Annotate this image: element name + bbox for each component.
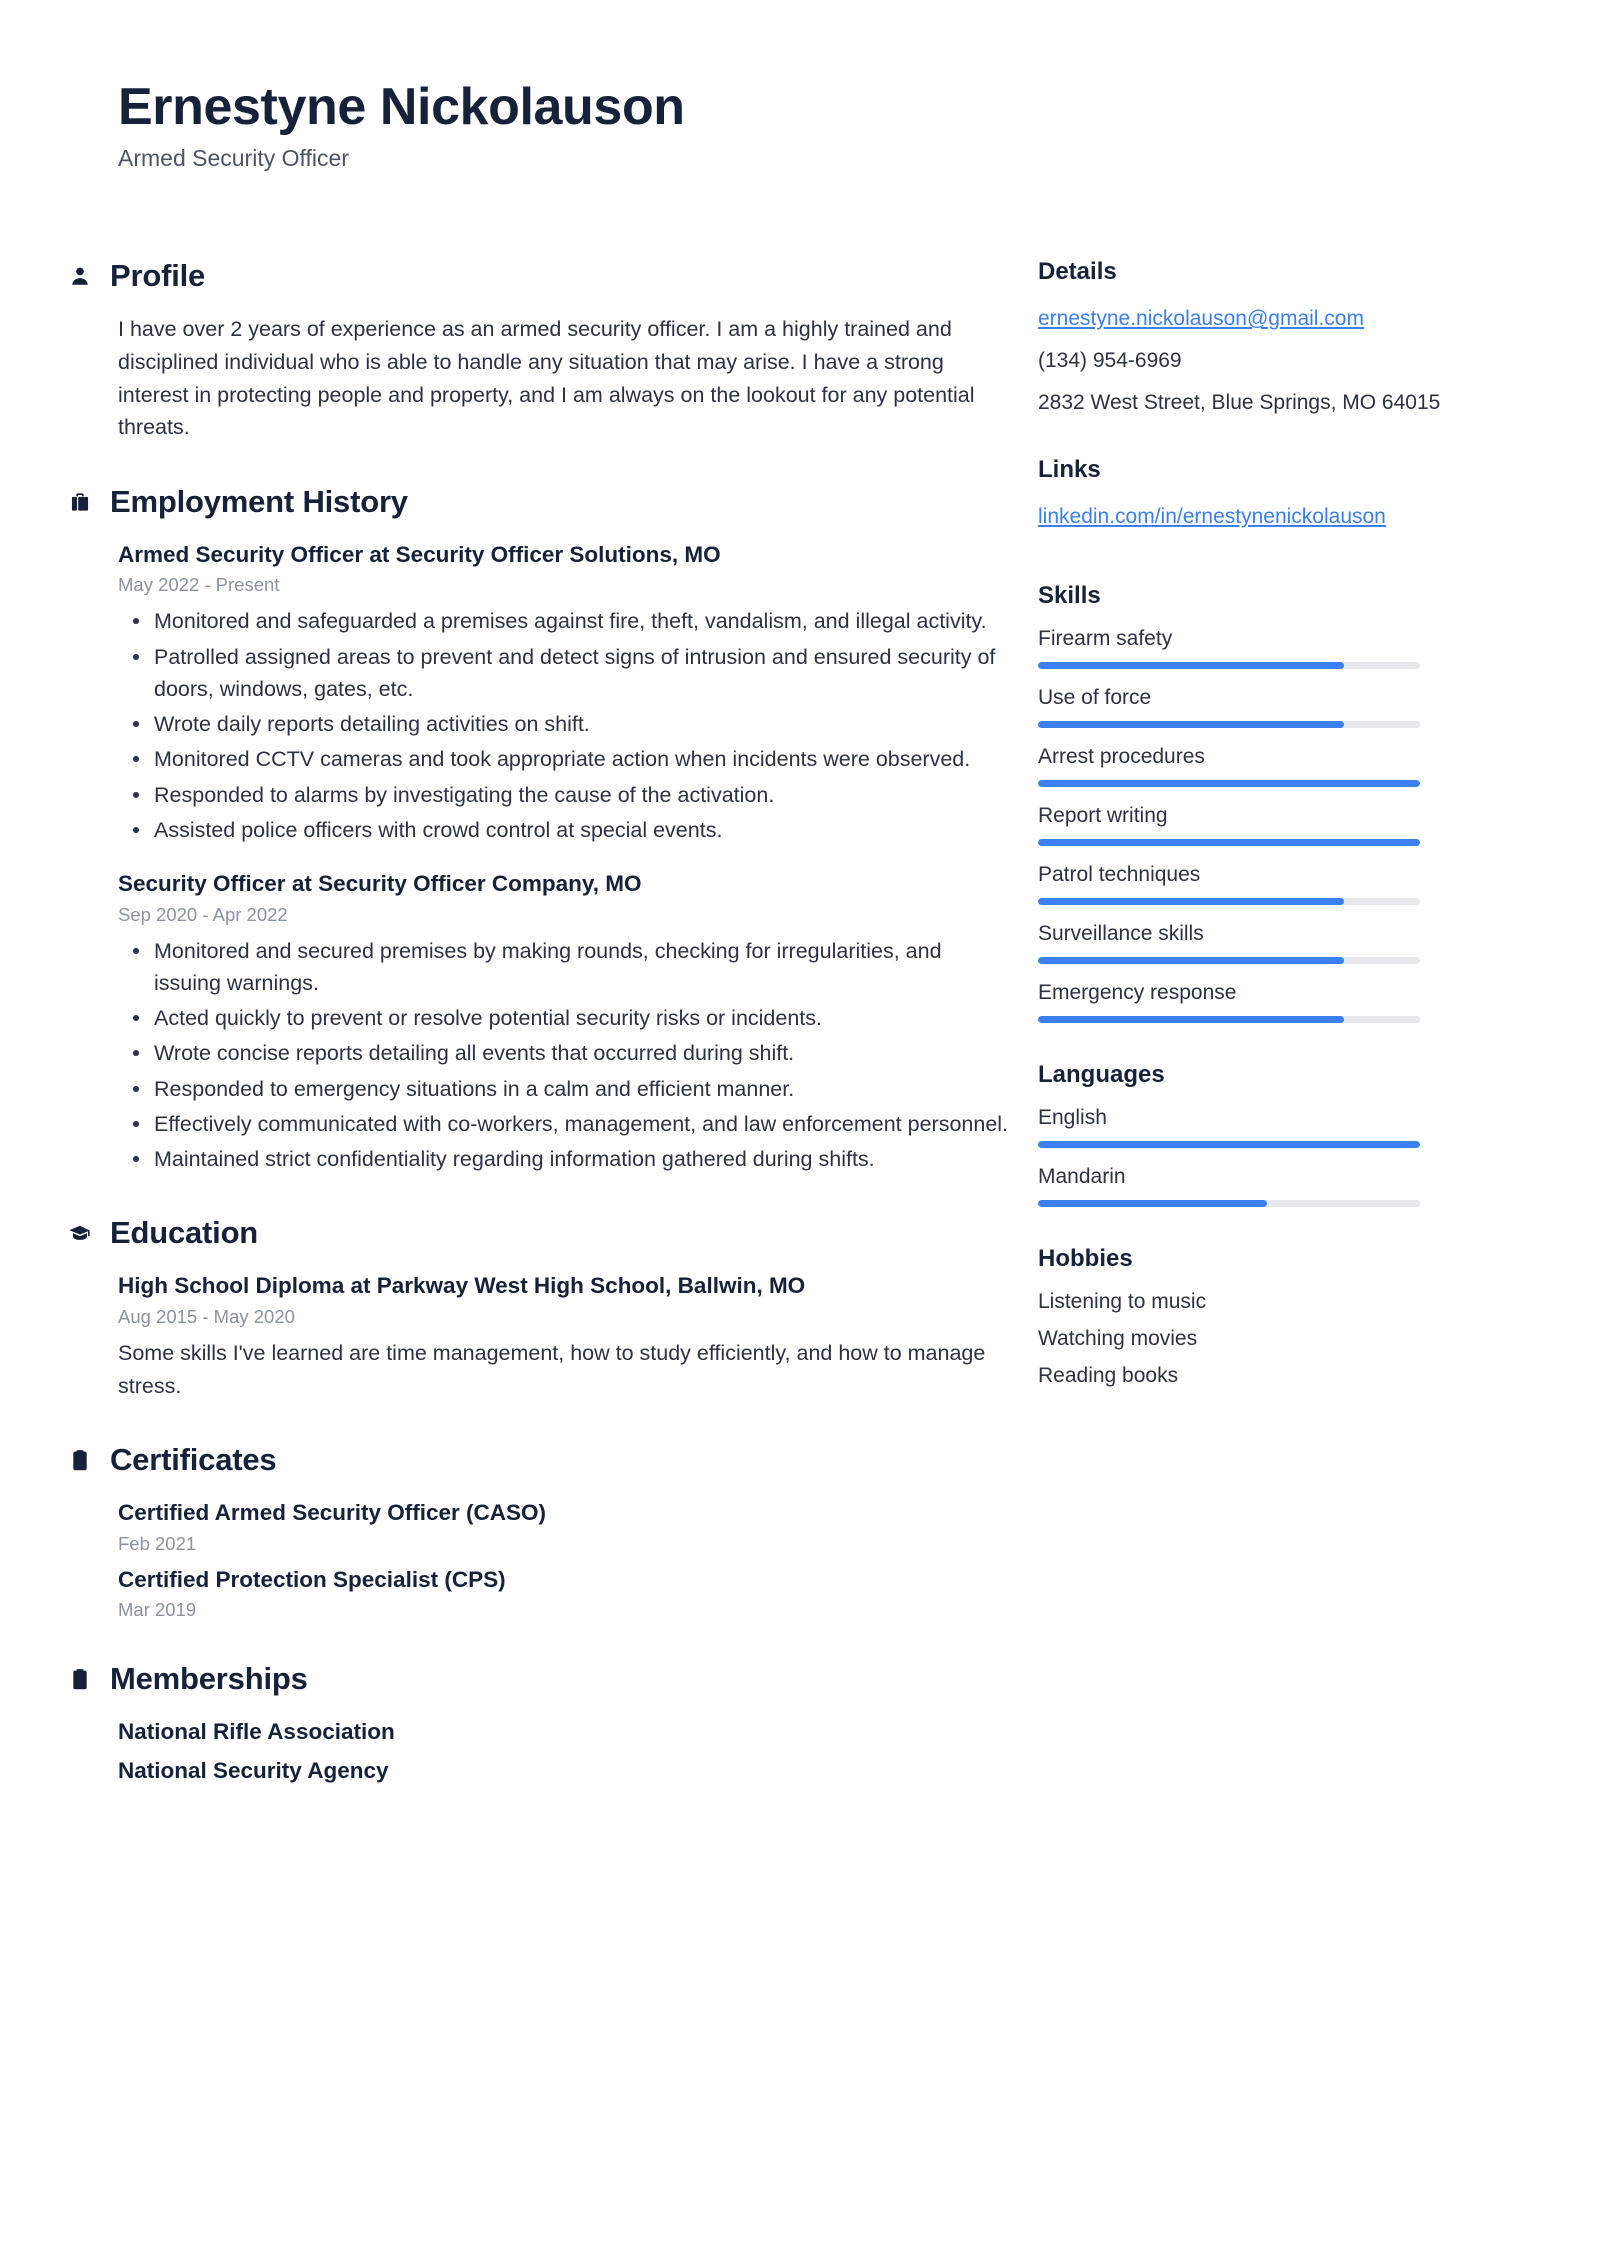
language-label: English [1038,1105,1107,1129]
resume-columns [0,258,1600,1826]
main-column [0,258,1010,1826]
certificate-date: Feb 2021 [118,1532,197,1554]
skill-label: Use of force [1038,685,1152,709]
sidebar-section-details [1038,258,1510,418]
sidebar-skills-title: Skills [1038,581,1101,609]
skill-item [1038,922,1510,964]
employment-date: May 2022 - Present [118,574,280,596]
skill-label: Report writing [1038,803,1168,827]
bullet-item: Monitored CCTV cameras and took appropriate action when incidents were observed. [118,743,1010,775]
skill-label: Surveillance skills [1038,921,1204,945]
bullet-item: Acted quickly to prevent or resolve potential security risks or incidents. [118,1002,1010,1034]
certificate-entry [118,1497,1010,1555]
postal-address: 2832 West Street, Blue Springs, MO 64015 [1038,391,1441,415]
sidebar-hobbies-title: Hobbies [1038,1244,1133,1272]
skill-label: Firearm safety [1038,626,1173,650]
sidebar-languages-title: Languages [1038,1060,1165,1088]
employment-date: Sep 2020 - Apr 2022 [118,903,288,925]
linkedin-link[interactable]: linkedin.com/in/ernestynenickolauson [1038,505,1386,529]
person-icon [66,261,93,291]
membership-entry [118,1716,1010,1748]
employment-entry [118,539,1010,846]
employment-bullets [118,605,1010,846]
skill-track [1038,898,1420,905]
section-memberships-header [66,1661,1010,1697]
education-title: High School Diploma at Parkway West High School, Ballwin, MO [118,1273,806,1299]
skill-track [1038,721,1420,728]
briefcase-icon [66,487,93,517]
bullet-item: Responded to alarms by investigating the cause of the activation. [118,779,1010,811]
language-label: Mandarin [1038,1164,1126,1188]
hobby-item: Listening to music [1038,1289,1207,1313]
sidebar-links-title: Links [1038,456,1101,484]
hobby-item: Watching movies [1038,1326,1198,1350]
membership-title: National Security Agency [118,1757,389,1783]
sidebar-column [1010,258,1510,1425]
section-profile-body [66,313,1010,444]
education-description: Some skills I've learned are time management, how to study efficiently, and how to manage stress. [118,1340,986,1398]
employment-entry [118,868,1010,1175]
employment-title: Armed Security Officer at Security Officer Solutions, MO [118,541,721,567]
clipboard-icon [66,1445,93,1475]
section-education-body [66,1270,1010,1402]
language-fill [1038,1141,1420,1148]
skill-item [1038,863,1510,905]
skill-track [1038,780,1420,787]
employment-title: Security Officer at Security Officer Company, MO [118,871,642,897]
hobby-item: Reading books [1038,1363,1179,1387]
section-certificates [66,1442,1010,1621]
skill-fill [1038,780,1420,787]
section-employment [66,484,1010,1176]
section-certificates-header [66,1442,1010,1478]
section-memberships-body [66,1716,1010,1786]
graduation-cap-icon [66,1218,93,1248]
bullet-item: Maintained strict confidentiality regarding information gathered during shifts. [118,1143,1010,1175]
section-education [66,1215,1010,1402]
section-employment-header [66,484,1010,520]
skill-fill [1038,839,1420,846]
sidebar-section-skills [1038,582,1510,1023]
skill-label: Arrest procedures [1038,744,1205,768]
bullet-item: Wrote daily reports detailing activities on shift. [118,708,1010,740]
section-education-header [66,1215,1010,1251]
section-education-title: Education [110,1215,259,1251]
bullet-item: Patrolled assigned areas to prevent and detect signs of intrusion and ensured security of doors, windows, gates, etc. [118,641,1010,706]
certificate-entry [118,1564,1010,1622]
bullet-item: Assisted police officers with crowd control at special events. [118,814,1010,846]
skill-fill [1038,721,1344,728]
skill-item [1038,627,1510,669]
section-employment-body [66,539,1010,1176]
section-employment-title: Employment History [110,483,408,519]
skill-fill [1038,898,1344,905]
bullet-item: Effectively communicated with co-workers, management, and law enforcement personnel. [118,1108,1010,1140]
section-certificates-title: Certificates [110,1442,277,1478]
language-item [1038,1165,1510,1207]
section-memberships-title: Memberships [110,1661,308,1697]
skill-fill [1038,957,1344,964]
skill-label: Patrol techniques [1038,862,1201,886]
language-fill [1038,1200,1267,1207]
profile-text: I have over 2 years of experience as an armed security officer. I am a highly trained and disciplined individual who is able to handle any situation that may arise. I have a strong interest in protecting people and property, and I am always on the lookout for any potential threats. [118,317,975,440]
skill-item [1038,804,1510,846]
skill-track [1038,957,1420,964]
sidebar-section-languages [1038,1061,1510,1207]
skill-item [1038,981,1510,1023]
membership-entry [118,1755,1010,1787]
education-entry [118,1270,1010,1402]
language-item [1038,1106,1510,1148]
certificate-title: Certified Armed Security Officer (CASO) [118,1500,547,1526]
skill-label: Emergency response [1038,980,1237,1004]
skill-fill [1038,662,1344,669]
bullet-item: Monitored and safeguarded a premises against fire, theft, vandalism, and illegal activity. [118,605,1010,637]
certificate-title: Certified Protection Specialist (CPS) [118,1566,506,1592]
section-memberships [66,1661,1010,1786]
language-track [1038,1141,1420,1148]
employment-bullets [118,935,1010,1176]
sidebar-section-links [1038,456,1510,543]
sidebar-section-hobbies [1038,1245,1510,1388]
skill-track [1038,662,1420,669]
candidate-name: Ernestyne Nickolauson [118,78,685,136]
membership-title: National Rifle Association [118,1719,395,1745]
section-certificates-body [66,1497,1010,1621]
education-date: Aug 2015 - May 2020 [118,1305,295,1327]
skill-item [1038,686,1510,728]
bullet-item: Wrote concise reports detailing all events that occurred during shift. [118,1037,1010,1069]
clipboard-icon [66,1664,93,1694]
resume-header [0,78,1600,172]
bullet-item: Monitored and secured premises by making rounds, checking for irregularities, and issuing warnings. [118,935,1010,1000]
skill-fill [1038,1016,1344,1023]
section-profile [66,258,1010,444]
skill-track [1038,1016,1420,1023]
language-track [1038,1200,1420,1207]
skill-item [1038,745,1510,787]
section-profile-title: Profile [110,258,206,294]
bullet-item: Responded to emergency situations in a calm and efficient manner. [118,1073,1010,1105]
email-link[interactable]: ernestyne.nickolauson@gmail.com [1038,307,1364,331]
skill-track [1038,839,1420,846]
sidebar-details-title: Details [1038,258,1117,286]
phone-number: (134) 954-6969 [1038,349,1182,373]
certificate-date: Mar 2019 [118,1599,197,1621]
candidate-job-title: Armed Security Officer [118,145,349,172]
section-profile-header [66,258,1010,294]
